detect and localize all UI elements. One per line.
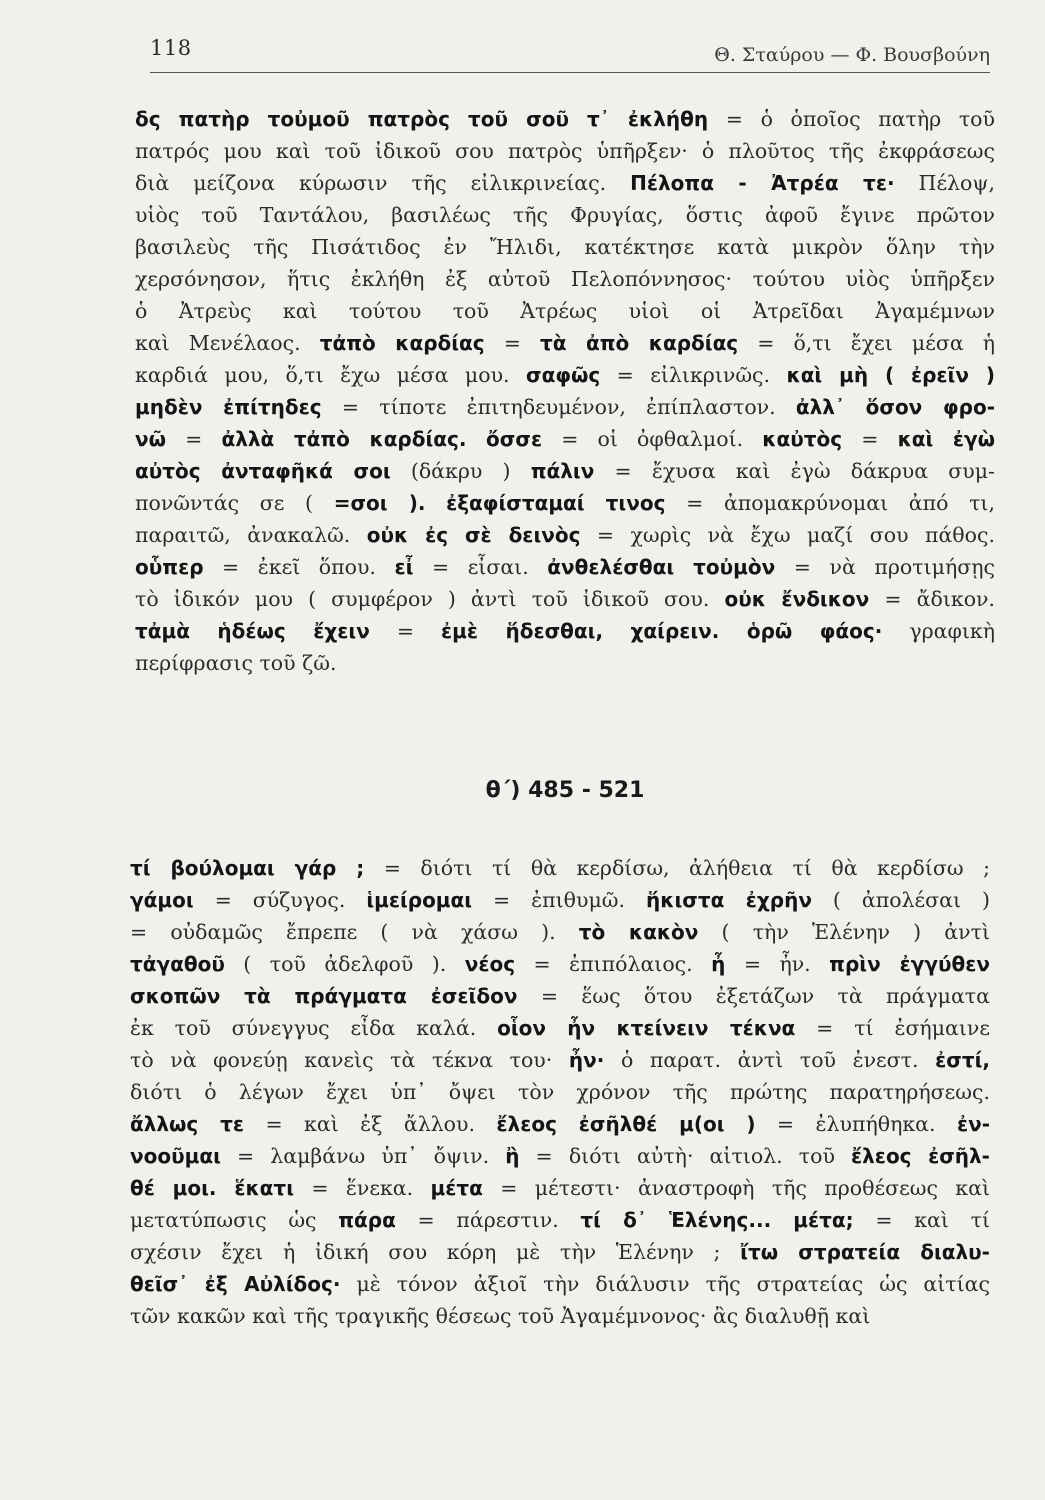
lemma-term: τί βούλομαι γάρ ; xyxy=(130,856,365,880)
lemma-term: καὶ μὴ ( ἐρεῖν ) xyxy=(786,363,995,387)
lemma-term: νῶ xyxy=(135,427,167,451)
gloss-text: = ὁ ὁποῖος πατὴρ τοῦ xyxy=(708,107,995,131)
gloss-text: = τί ἐσήμαινε xyxy=(795,1016,991,1040)
text-line xyxy=(135,231,995,263)
gloss-text: υἱὸς τοῦ Ταντάλου, βασιλέως τῆς Φρυγίας, ὅστις ἀφοῦ ἔγινε πρῶτον xyxy=(135,203,995,227)
text-line xyxy=(130,852,990,884)
text-line xyxy=(135,647,995,679)
lemma-term: μηδὲν ἐπίτηδες xyxy=(135,395,322,419)
lemma-term: ἐμὲ ἥδεσθαι, χαίρειν. ὁρῶ φάος· xyxy=(441,619,883,643)
text-line xyxy=(135,519,995,551)
text-line xyxy=(130,1204,990,1236)
text-line xyxy=(130,1044,990,1076)
text-line xyxy=(130,1268,990,1300)
lemma-term: Πέλοπα - Ἀτρέα τε· xyxy=(630,171,895,195)
text-line xyxy=(130,1172,990,1204)
lemma-term: τἀμὰ ἡδέως ἔχειν xyxy=(135,619,370,643)
gloss-text: ( ἀπολέσαι ) xyxy=(811,888,990,912)
gloss-text: ( τὴν Ἑλένην ) ἀντὶ xyxy=(698,920,990,944)
gloss-text: = καὶ τί xyxy=(853,1208,990,1232)
commentary-paragraph-1 xyxy=(135,103,995,679)
text-line xyxy=(130,884,990,916)
gloss-text: χερσόνησον, ἥτις ἐκλήθη ἐξ αὐτοῦ Πελοπόννησος· τούτου υἱὸς ὑπῆρξεν xyxy=(135,267,995,291)
text-line xyxy=(135,487,995,519)
text-line xyxy=(130,1236,990,1268)
gloss-text: = ἐπιπόλαιος. xyxy=(515,952,712,976)
gloss-text: καρδιά μου, ὅ,τι ἔχω μέσα μου. xyxy=(135,363,527,387)
text-line xyxy=(130,1076,990,1108)
text-line xyxy=(135,135,995,167)
gloss-text: = ἐπιθυμῶ. xyxy=(472,888,646,912)
lemma-term: ἦ xyxy=(711,952,726,976)
gloss-text: πονῶντάς σε ( xyxy=(135,491,334,515)
gloss-text: = ἄδικον. xyxy=(869,587,996,611)
lemma-term: γάμοι xyxy=(130,888,194,912)
running-head: Θ. Σταύρου — Φ. Βουσβούνη xyxy=(714,44,990,66)
text-line xyxy=(130,1108,990,1140)
gloss-text: ὁ παρατ. ἀντὶ τοῦ ἐνεστ. xyxy=(604,1048,936,1072)
gloss-text: μετατύπωσις ὡς xyxy=(130,1208,339,1232)
gloss-text: διὰ μείζονα κύρωσιν τῆς εἰλικρινείας. xyxy=(135,171,631,195)
lemma-term: τί δ᾽ Ἑλένης... μέτα; xyxy=(580,1208,854,1232)
text-line xyxy=(135,327,995,359)
lemma-term: ἴτω στρατεία διαλυ- xyxy=(740,1240,990,1264)
lemma-term: ἦν· xyxy=(568,1048,605,1072)
gloss-text: διότι ὁ λέγων ἔχει ὑπ᾽ ὄψει τὸν χρόνον τῆς πρώτης παρατηρήσεως. xyxy=(130,1080,990,1104)
gloss-text: (δάκρυ ) xyxy=(390,459,531,483)
text-line xyxy=(135,359,995,391)
lemma-term: ἢ xyxy=(505,1144,520,1168)
gloss-text: ( τοῦ ἀδελφοῦ ). xyxy=(224,952,465,976)
text-line xyxy=(135,199,995,231)
gloss-text: = ἕως ὅτου ἐξετάζων τὰ πράγματα xyxy=(517,984,990,1008)
lemma-term: σκοπῶν τὰ πράγματα ἐσεῖδον xyxy=(130,984,518,1008)
lemma-term: ἔλεος ἐσῆλθέ μ(οι ) xyxy=(496,1112,756,1136)
gloss-text: = διότι αὐτὴ· αἰτιολ. τοῦ xyxy=(519,1144,852,1168)
gloss-text: = οὐδαμῶς ἔπρεπε ( νὰ χάσω ). xyxy=(130,920,579,944)
lemma-term: ἀλλὰ τἀπὸ καρδίας. ὄσσε xyxy=(221,427,543,451)
gloss-text: = ὅ,τι ἔχει μέσα ἡ xyxy=(738,331,996,355)
text-line xyxy=(130,980,990,1012)
gloss-text: τὸ ἰδικόν μου ( συμφέρον ) ἀντὶ τοῦ ἰδικοῦ σου. xyxy=(135,587,725,611)
lemma-term: μέτα xyxy=(430,1176,483,1200)
gloss-text: = ἀπομακρύνομαι ἀπό τι, xyxy=(665,491,995,515)
text-line xyxy=(135,423,995,455)
lemma-term: τὰ ἀπὸ καρδίας xyxy=(539,331,739,355)
gloss-text: καὶ Μενέλαος. xyxy=(135,331,320,355)
text-line xyxy=(130,948,990,980)
commentary-paragraph-2 xyxy=(130,852,990,1332)
lemma-term: οἷον ἦν κτείνειν τέκνα xyxy=(497,1016,796,1040)
gloss-text: = xyxy=(842,427,898,451)
text-line xyxy=(135,295,995,327)
lemma-term: τὸ κακὸν xyxy=(578,920,699,944)
lemma-term: ἄλλως τε xyxy=(130,1112,245,1136)
text-line xyxy=(130,1300,990,1332)
gloss-text: βασιλεὺς τῆς Πισάτιδος ἐν Ἤλιδι, κατέκτησε κατὰ μικρὸν ὅλην τὴν xyxy=(135,235,995,259)
gloss-text: Πέλοψ, xyxy=(894,171,995,195)
lemma-term: οὗπερ xyxy=(135,555,204,579)
gloss-text: μὲ τόνον ἀξιοῖ τὴν διάλυσιν τῆς στρατείας ὡς αἰτίας xyxy=(340,1272,991,1296)
page-header xyxy=(150,36,990,73)
gloss-text: σχέσιν ἔχει ἡ ἰδική σου κόρη μὲ τὴν Ἑλένην ; xyxy=(130,1240,741,1264)
text-line xyxy=(135,583,995,615)
lemma-term: ἀνθελέσθαι τοὐμὸν xyxy=(547,555,776,579)
lemma-term: δς πατὴρ τοὐμοῦ πατρὸς τοῦ σοῦ τ᾽ ἐκλήθη xyxy=(135,107,709,131)
gloss-text: ὁ Ἀτρεὺς καὶ τούτου τοῦ Ἀτρέως υἱοὶ οἱ Ἀτρεῖδαι Ἀγαμέμνων xyxy=(135,299,995,323)
lemma-term: τἀπὸ καρδίας xyxy=(319,331,485,355)
lemma-term: ἐξαφίσταμαί τινος xyxy=(446,491,666,515)
text-line xyxy=(135,167,995,199)
gloss-text: = λαμβάνω ὑπ᾽ ὄψιν. xyxy=(220,1144,506,1168)
lemma-term: καὶ ἐγὼ xyxy=(897,427,996,451)
gloss-text: τὸ νὰ φονεύῃ κανεὶς τὰ τέκνα του· xyxy=(130,1048,569,1072)
gloss-text xyxy=(425,491,446,515)
lemma-term: οὐκ ἔνδικον xyxy=(724,587,870,611)
lemma-term: πάλιν xyxy=(530,459,595,483)
gloss-text: = καὶ ἐξ ἄλλου. xyxy=(244,1112,497,1136)
section-heading: θ΄) 485 - 521 xyxy=(485,778,645,803)
lemma-term: ἥκιστα ἐχρῆν xyxy=(646,888,812,912)
gloss-text: = εἶσαι. xyxy=(413,555,548,579)
lemma-term: =σοι ). xyxy=(333,491,426,515)
lemma-term: σαφῶς xyxy=(526,363,601,387)
gloss-text: γραφικὴ xyxy=(882,619,996,643)
gloss-text: = ἐλυπήθηκα. xyxy=(755,1112,957,1136)
text-line xyxy=(135,455,995,487)
lemma-term: νέος xyxy=(464,952,516,976)
gloss-text: = τίποτε ἐπιτηδευμένον, ἐπίπλαστον. xyxy=(321,395,796,419)
gloss-text: πατρός μου καὶ τοῦ ἰδικοῦ σου πατρὸς ὑπῆρξεν· ὁ πλοῦτος τῆς ἐκφράσεως xyxy=(135,139,995,163)
gloss-text: = ἦν. xyxy=(725,952,830,976)
lemma-term: θεῖσ᾽ ἐξ Αὐλίδος· xyxy=(130,1272,341,1296)
lemma-term: ἀλλ᾽ ὅσον φρο- xyxy=(795,395,995,419)
gloss-text: τῶν κακῶν καὶ τῆς τραγικῆς θέσεως τοῦ Ἀγαμέμνονος· ἂς διαλυθῇ καὶ xyxy=(130,1304,871,1328)
text-line xyxy=(130,1012,990,1044)
gloss-text: = xyxy=(166,427,222,451)
text-line xyxy=(130,1140,990,1172)
gloss-text: ἐκ τοῦ σύνεγγυς εἶδα καλά. xyxy=(130,1016,498,1040)
gloss-text: παραιτῶ, ἀνακαλῶ. xyxy=(135,523,367,547)
lemma-term: ἐν- xyxy=(956,1112,990,1136)
lemma-term: πάρα xyxy=(338,1208,396,1232)
text-line xyxy=(130,916,990,948)
lemma-term: ἔλεος ἐσῆλ- xyxy=(851,1144,990,1168)
gloss-text: = ἕνεκα. xyxy=(293,1176,431,1200)
lemma-term: θέ μοι. ἕκατι xyxy=(130,1176,294,1200)
text-line xyxy=(135,615,995,647)
gloss-text: = νὰ προτιμήσῃς xyxy=(775,555,995,579)
gloss-text: = διότι τί θὰ κερδίσω, ἀλήθεια τί θὰ κερδίσω ; xyxy=(364,856,990,880)
gloss-text: = χωρὶς νὰ ἔχω μαζί σου πάθος. xyxy=(580,523,995,547)
lemma-term: οὐκ ἐς σὲ δεινὸς xyxy=(366,523,581,547)
text-line xyxy=(135,391,995,423)
lemma-term: τἀγαθοῦ xyxy=(130,952,225,976)
gloss-text: = xyxy=(369,619,442,643)
gloss-text: = ἔχυσα καὶ ἐγὼ δάκρυα συμ- xyxy=(594,459,995,483)
lemma-term: αὐτὸς ἀνταφῆκά σοι xyxy=(135,459,391,483)
lemma-term: εἶ xyxy=(394,555,414,579)
gloss-text: = ἐκεῖ ὅπου. xyxy=(203,555,395,579)
gloss-text: = πάρεστιν. xyxy=(395,1208,581,1232)
text-line xyxy=(135,263,995,295)
gloss-text: = οἱ ὀφθαλμοί. xyxy=(542,427,763,451)
gloss-text: = εἰλικρινῶς. xyxy=(600,363,787,387)
page-number: 118 xyxy=(150,36,192,60)
lemma-term: νοοῦμαι xyxy=(130,1144,221,1168)
lemma-term: ἱμείρομαι xyxy=(366,888,473,912)
lemma-term: ἐστί, xyxy=(935,1048,990,1072)
text-line xyxy=(135,103,995,135)
lemma-term: καὐτὸς xyxy=(762,427,843,451)
gloss-text: περίφρασις τοῦ ζῶ. xyxy=(135,651,337,675)
gloss-text: = σύζυγος. xyxy=(193,888,367,912)
gloss-text: = xyxy=(484,331,540,355)
gloss-text: = μέτεστι· ἀναστροφὴ τῆς προθέσεως καὶ xyxy=(482,1176,990,1200)
lemma-term: πρὶν ἐγγύθεν xyxy=(829,952,990,976)
text-line xyxy=(135,551,995,583)
